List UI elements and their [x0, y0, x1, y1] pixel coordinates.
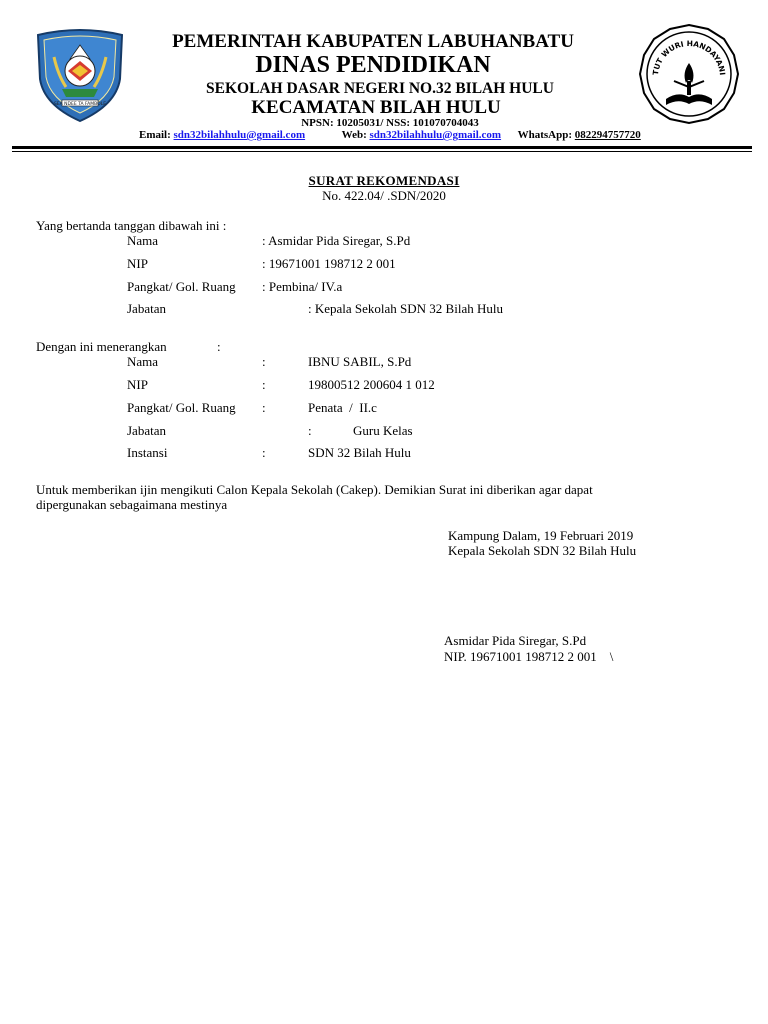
body-paragraph-line-2: dipergunakan sebagaimana mestinya — [36, 497, 228, 512]
subject-rank-label: Pangkat/ Gol. Ruang — [127, 400, 236, 415]
header-district-name: KECAMATAN BILAH HULU — [251, 97, 501, 118]
subject-rank-colon: : — [262, 400, 266, 415]
subject-nip-label: NIP — [127, 377, 148, 392]
svg-text:SEA NDEE TA FAMBOLE: SEA NDEE TA FAMBOLE — [53, 102, 107, 107]
subject-institution-label: Instansi — [127, 445, 168, 460]
letter-title: SURAT REKOMENDASI — [308, 173, 460, 188]
header-divider-thin — [12, 151, 752, 152]
signer-position-value: : Kepala Sekolah SDN 32 Bilah Hulu — [308, 301, 503, 316]
subject-institution-colon: : — [262, 445, 266, 460]
signer-name-value: : Asmidar Pida Siregar, S.Pd — [262, 233, 411, 248]
intro-subject-text: Dengan ini menerangkan — [36, 339, 167, 354]
subject-name-colon: : — [262, 354, 266, 369]
subject-rank-value: Penata / II.c — [308, 400, 377, 415]
whatsapp-label: WhatsApp: — [517, 129, 573, 141]
header-divider-thick — [12, 146, 752, 149]
email-label: Email: — [139, 129, 171, 141]
header-npsn-nss: NPSN: 10205031/ NSS: 101070704043 — [301, 117, 479, 129]
subject-institution-value: SDN 32 Bilah Hulu — [308, 445, 411, 460]
subject-nip-colon: : — [262, 377, 266, 392]
web-link[interactable]: sdn32bilahhulu@gmail.com — [369, 129, 502, 141]
signer-nip-label: NIP — [127, 256, 148, 271]
subject-position-value: Guru Kelas — [353, 423, 413, 438]
subject-position-label: Jabatan — [127, 423, 166, 438]
intro-subject-colon: : — [217, 339, 221, 354]
header-school-name: SEKOLAH DASAR NEGERI NO.32 BILAH HULU — [206, 80, 554, 97]
subject-position-colon: : — [308, 423, 312, 438]
signature-title: Kepala Sekolah SDN 32 Bilah Hulu — [448, 543, 637, 558]
letter-number: No. 422.04/ .SDN/2020 — [322, 188, 446, 203]
signature-nip: NIP. 19671001 198712 2 001 \ — [444, 649, 614, 664]
signer-position-label: Jabatan — [127, 301, 166, 316]
header-department-name: DINAS PENDIDIKAN — [255, 52, 491, 78]
signer-rank-label: Pangkat/ Gol. Ruang — [127, 279, 236, 294]
signer-name-label: Nama — [127, 233, 159, 248]
signature-name: Asmidar Pida Siregar, S.Pd — [444, 633, 587, 648]
signer-nip-value: : 19671001 198712 2 001 — [262, 256, 396, 271]
svg-text:TUT WURI HANDAYANI: TUT WURI HANDAYANI — [651, 38, 727, 76]
signer-rank-value: : Pembina/ IV.a — [262, 279, 343, 294]
body-paragraph-line-1: Untuk memberikan ijin mengikuti Calon Kepala Sekolah (Cakep). Demikian Surat ini diberikan agar dapat — [36, 482, 593, 497]
email-link[interactable]: sdn32bilahhulu@gmail.com — [173, 129, 306, 141]
header-contact-line — [139, 129, 641, 141]
header-government-name: PEMERINTAH KABUPATEN LABUHANBATU — [172, 31, 574, 52]
subject-name-value: IBNU SABIL, S.Pd — [308, 354, 412, 369]
whatsapp-number: 082294757720 — [574, 129, 641, 141]
subject-nip-value: 19800512 200604 1 012 — [308, 377, 435, 392]
web-label: Web: — [341, 129, 367, 141]
intro-signer-text: Yang bertanda tanggan dibawah ini : — [36, 218, 227, 233]
subject-name-label: Nama — [127, 354, 159, 369]
place-date: Kampung Dalam, 19 Februari 2019 — [448, 528, 634, 543]
